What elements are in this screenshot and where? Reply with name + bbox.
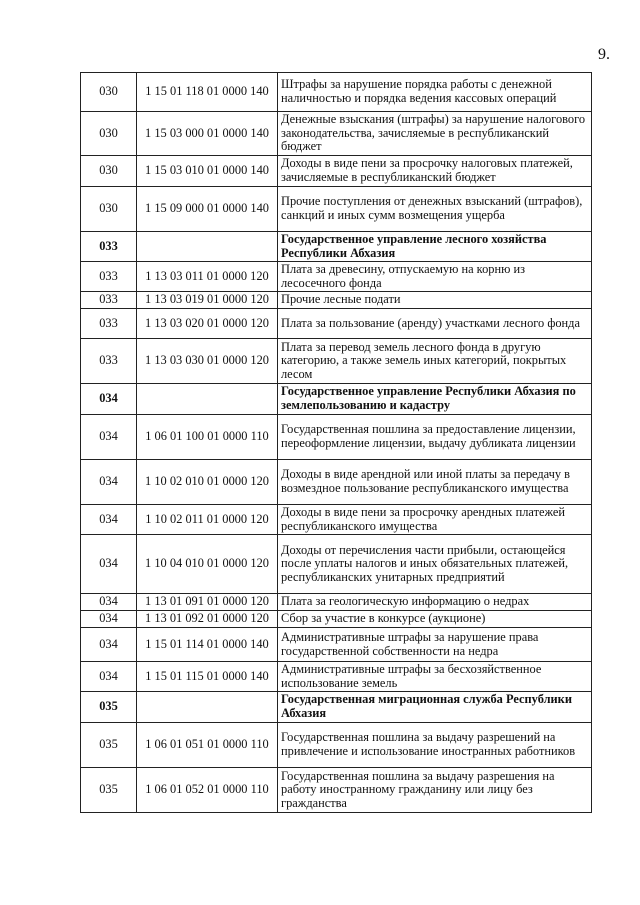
table-row [81,339,592,384]
revenue-name-cell: Государственная пошлина за предоставление лицензии, переоформление лицензии, выдачу дубликата лицензии [278,415,592,460]
admin-code-cell: 033 [81,232,137,262]
table-row [81,662,592,692]
budget-code-cell: 1 13 03 011 01 0000 120 [137,262,278,292]
budget-code-cell: 1 15 01 114 01 0000 140 [137,628,278,662]
budget-code-cell: 1 06 01 052 01 0000 110 [137,768,278,813]
budget-code-cell: 1 06 01 100 01 0000 110 [137,415,278,460]
table-row [81,292,592,309]
budget-code-cell: 1 13 03 019 01 0000 120 [137,292,278,309]
table-row [81,611,592,628]
section-title-cell: Государственное управление лесного хозяйства Республики Абхазия [278,232,592,262]
admin-code-cell: 030 [81,112,137,156]
budget-code-cell [137,232,278,262]
revenue-name-cell: Плата за пользование (аренду) участками лесного фонда [278,309,592,339]
section-title-cell: Государственное управление Республики Абхазия по землепользованию и кадастру [278,384,592,415]
section-header-row [81,232,592,262]
revenue-classification-table [80,72,592,813]
admin-code-cell: 034 [81,662,137,692]
table-row [81,723,592,768]
admin-code-cell: 033 [81,309,137,339]
budget-code-cell: 1 13 03 030 01 0000 120 [137,339,278,384]
admin-code-cell: 030 [81,187,137,232]
revenue-name-cell: Штрафы за нарушение порядка работы с денежной наличностью и порядка ведения кассовых операций [278,73,592,112]
budget-code-cell [137,384,278,415]
revenue-name-cell: Доходы от перечисления части прибыли, остающейся после уплаты налогов и иных обязательных платежей, республиканских унитарных предприятий [278,535,592,594]
admin-code-cell: 034 [81,415,137,460]
budget-code-cell: 1 15 01 118 01 0000 140 [137,73,278,112]
admin-code-cell: 030 [81,73,137,112]
revenue-name-cell: Доходы в виде пени за просрочку арендных платежей республиканского имущества [278,505,592,535]
budget-code-cell: 1 10 02 011 01 0000 120 [137,505,278,535]
budget-code-cell: 1 13 01 091 01 0000 120 [137,594,278,611]
table-row [81,112,592,156]
budget-code-cell: 1 13 03 020 01 0000 120 [137,309,278,339]
revenue-name-cell: Государственная пошлина за выдачу разрешений на привлечение и использование иностранных работников [278,723,592,768]
table-row [81,768,592,813]
admin-code-cell: 033 [81,262,137,292]
admin-code-cell: 034 [81,384,137,415]
budget-code-cell: 1 13 01 092 01 0000 120 [137,611,278,628]
admin-code-cell: 033 [81,339,137,384]
budget-code-cell: 1 10 04 010 01 0000 120 [137,535,278,594]
section-header-row [81,692,592,723]
table-row [81,262,592,292]
admin-code-cell: 035 [81,692,137,723]
table-row [81,156,592,187]
admin-code-cell: 034 [81,611,137,628]
revenue-name-cell: Административные штрафы за бесхозяйственное использование земель [278,662,592,692]
table-row [81,73,592,112]
budget-code-cell [137,692,278,723]
budget-code-cell: 1 15 09 000 01 0000 140 [137,187,278,232]
table-row [81,309,592,339]
revenue-name-cell: Прочие поступления от денежных взысканий (штрафов), санкций и иных сумм возмещения ущерба [278,187,592,232]
page-number: 9. [598,46,610,63]
revenue-name-cell: Административные штрафы за нарушение права государственной собственности на недра [278,628,592,662]
admin-code-cell: 034 [81,505,137,535]
table-row [81,505,592,535]
admin-code-cell: 034 [81,594,137,611]
admin-code-cell: 035 [81,768,137,813]
budget-code-cell: 1 15 03 000 01 0000 140 [137,112,278,156]
admin-code-cell: 034 [81,535,137,594]
admin-code-cell: 034 [81,628,137,662]
revenue-name-cell: Государственная пошлина за выдачу разрешения на работу иностранному гражданину или лицу без гражданства [278,768,592,813]
revenue-name-cell: Доходы в виде арендной или иной платы за передачу в возмездное пользование республиканского имущества [278,460,592,505]
revenue-name-cell: Доходы в виде пени за просрочку налоговых платежей, зачисляемые в республиканский бюджет [278,156,592,187]
revenue-name-cell: Денежные взыскания (штрафы) за нарушение налогового законодательства, зачисляемые в республиканский бюджет [278,112,592,156]
admin-code-cell: 034 [81,460,137,505]
revenue-name-cell: Плата за геологическую информацию о недрах [278,594,592,611]
admin-code-cell: 035 [81,723,137,768]
table-row [81,594,592,611]
table-row [81,535,592,594]
revenue-name-cell: Прочие лесные подати [278,292,592,309]
budget-code-cell: 1 15 03 010 01 0000 140 [137,156,278,187]
table-row [81,628,592,662]
budget-code-cell: 1 10 02 010 01 0000 120 [137,460,278,505]
section-title-cell: Государственная миграционная служба Республики Абхазия [278,692,592,723]
table-row [81,415,592,460]
section-header-row [81,384,592,415]
revenue-name-cell: Плата за древесину, отпускаемую на корню из лесосечного фонда [278,262,592,292]
admin-code-cell: 030 [81,156,137,187]
revenue-name-cell: Плата за перевод земель лесного фонда в другую категорию, а также земель иных категорий, покрытых лесом [278,339,592,384]
table-row [81,187,592,232]
budget-code-cell: 1 06 01 051 01 0000 110 [137,723,278,768]
table-row [81,460,592,505]
revenue-name-cell: Сбор за участие в конкурсе (аукционе) [278,611,592,628]
budget-code-cell: 1 15 01 115 01 0000 140 [137,662,278,692]
admin-code-cell: 033 [81,292,137,309]
